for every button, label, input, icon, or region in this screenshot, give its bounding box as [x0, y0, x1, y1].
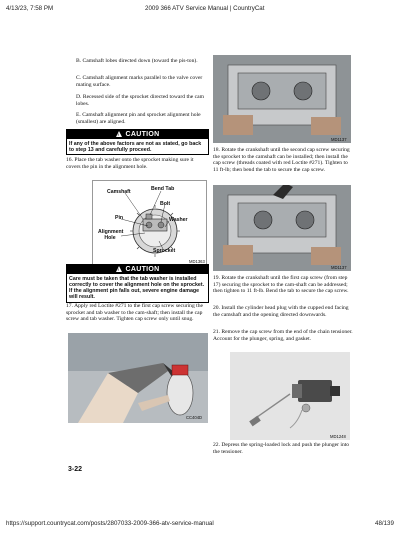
step-21-text: 21. Remove the cap screw from the end of the chain tensioner. Account for the plunger, spring, and gasket.: [213, 329, 353, 342]
print-page-title: 2009 366 ATV Service Manual | CountryCat: [145, 5, 265, 12]
photo-drawing: [213, 55, 351, 143]
photo-drawing: [68, 333, 208, 423]
page-number: 3-22: [68, 466, 83, 473]
step-18: [213, 147, 353, 173]
step-18-text: 18. Rotate the crankshaft until the second cap screw securing the sprocket to the camshaft can be installed; then install the cap screw (threads coated with red Loctite #271). Tighten to 11 ft-lb; then bend the tab to secure the cap screw.: [213, 147, 350, 173]
label-pin: Pin: [115, 215, 124, 221]
step-20: [213, 305, 353, 318]
label-washer: Washer: [169, 217, 188, 223]
caution-text: Care must be taken that the tab washer is installed correctly to cover the alignment hole on the sprocket. If the alignment pin falls out, severe engine damage will result.: [69, 275, 205, 301]
step-19-text: 19. Rotate the crankshaft until the first cap screw (from step 17) securing the sprocket to the cam-shaft can be addressed; then tighten to 11 ft-lb. Bend the tab to secure the cap screw.: [213, 275, 349, 294]
step-16: [66, 157, 208, 170]
list-item-b: B. Camshaft lobes directed down (toward the pis-ton).: [76, 58, 198, 64]
step-16-text: 16. Place the tab washer onto the sprocket making sure it covers the pin in the alignment hole.: [66, 157, 194, 170]
photo-chain-tensioner: [230, 352, 350, 440]
diagram-code: MD1363: [189, 259, 205, 264]
caution-box-1: [66, 129, 209, 155]
label-alignment-hole: Alignment Hole: [98, 229, 124, 241]
photo-code: CC404D: [186, 415, 203, 420]
caution-box-2: [66, 264, 209, 303]
label-sprocket: Sprocket: [153, 248, 176, 254]
photo-code: MD1137: [331, 265, 347, 270]
photo-drawing: [213, 185, 351, 271]
label-bend-tab: Bend Tab: [151, 186, 175, 192]
step-20-text: 20. Install the cylinder head plug with the cupped end facing the camshaft and the opening directed downwards.: [213, 305, 349, 318]
label-bolt: Bolt: [160, 201, 171, 207]
caution-text: If any of the above factors are not as stated, go back to step 13 and carefully proceed.: [69, 140, 202, 153]
photo-code: MD1248: [330, 434, 346, 439]
caution-title: CAUTION: [125, 131, 160, 138]
print-page-count: 48/139: [375, 520, 394, 527]
photo-engine-2: [213, 185, 351, 271]
photo-loctite-application: [68, 333, 208, 423]
list-item-e: E. Camshaft alignment pin and sprocket alignment hole (smallest) are aligned.: [76, 112, 201, 125]
photo-code: MD1137: [331, 137, 347, 142]
list-item-c: C. Camshaft alignment marks parallel to the valve cover mating surface.: [76, 75, 203, 88]
step-22-text: 22. Depress the spring-loaded lock and push the plunger into the tensioner.: [213, 442, 350, 455]
step-19: [213, 275, 353, 295]
photo-drawing: [230, 352, 350, 440]
caution-header: [67, 265, 208, 274]
photo-engine-1: [213, 55, 351, 143]
print-url[interactable]: https://support.countrycat.com/posts/2807033-2009-366-atv-service-manual: [6, 520, 214, 527]
caution-title: CAUTION: [125, 266, 160, 273]
tab-washer-diagram: [92, 180, 207, 266]
caution-header: [67, 130, 208, 139]
label-camshaft: Camshaft: [107, 189, 131, 195]
step-17-text: 17. Apply red Loctite #271 to the first cap screw securing the sprocket and tab washer to the cam-shaft; then install the cap screw and tab washer. Tighten cap screw only until snug.: [66, 303, 204, 322]
warning-triangle-icon: !: [116, 266, 122, 272]
step-21: [213, 329, 353, 342]
list-item-d: D. Recessed side of the sprocket directed toward the cam lobes.: [76, 94, 204, 107]
print-datetime: 4/13/23, 7:58 PM: [6, 5, 54, 12]
step-17: [66, 303, 208, 323]
step-22: [213, 442, 353, 455]
warning-triangle-icon: !: [116, 131, 122, 137]
